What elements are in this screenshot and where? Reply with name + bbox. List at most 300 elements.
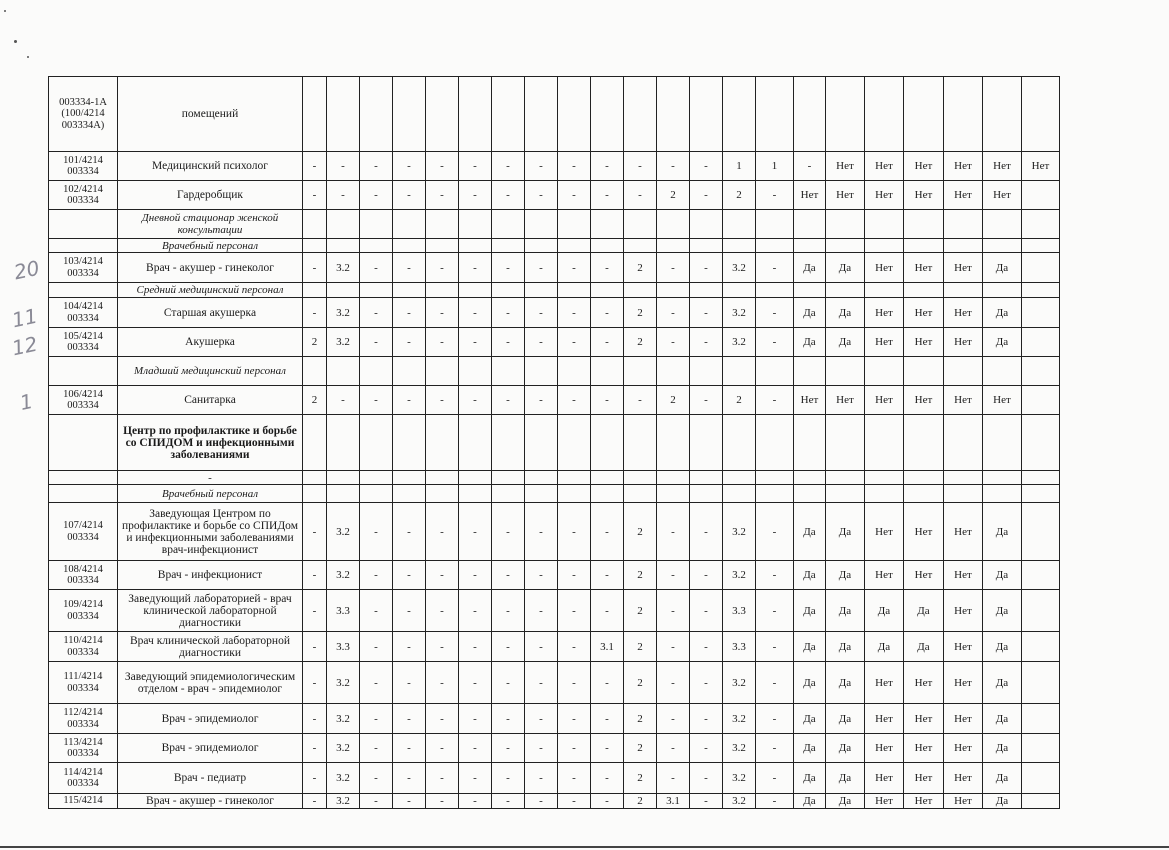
value-cell: - xyxy=(393,152,426,181)
value-cell: 1 xyxy=(723,152,756,181)
value-cell: - xyxy=(426,794,459,809)
position-name-cell: Заведующий эпидемиологическим отделом - врач - эпидемиолог xyxy=(118,662,303,704)
value-cell: - xyxy=(591,386,624,415)
empty-value-cell xyxy=(1022,239,1060,253)
value-cell: - xyxy=(303,704,327,734)
value-cell: Нет xyxy=(904,503,944,561)
value-cell: - xyxy=(459,152,492,181)
empty-value-cell xyxy=(591,485,624,503)
value-cell: Нет xyxy=(865,253,904,283)
empty-value-cell xyxy=(591,415,624,471)
value-cell: Да xyxy=(904,590,944,632)
empty-value-cell xyxy=(826,471,865,485)
value-cell: - xyxy=(459,503,492,561)
value-cell: - xyxy=(426,734,459,763)
table-row xyxy=(49,503,1060,561)
value-cell: - xyxy=(756,561,794,590)
value-cell: 3.2 xyxy=(723,794,756,809)
value-cell: Нет xyxy=(865,763,904,794)
value-cell: - xyxy=(492,590,525,632)
empty-value-cell xyxy=(327,471,360,485)
value-cell xyxy=(525,77,558,152)
value-cell: Нет xyxy=(944,298,983,328)
empty-value-cell xyxy=(303,210,327,239)
empty-value-cell xyxy=(944,485,983,503)
value-cell: - xyxy=(525,503,558,561)
value-cell: - xyxy=(657,590,690,632)
value-cell: 2 xyxy=(624,734,657,763)
value-cell: - xyxy=(426,298,459,328)
value-cell: - xyxy=(690,632,723,662)
value-cell: - xyxy=(657,503,690,561)
value-cell: 3.2 xyxy=(327,763,360,794)
value-cell: Да xyxy=(983,662,1022,704)
value-cell: Да xyxy=(983,503,1022,561)
empty-value-cell xyxy=(756,283,794,298)
value-cell: - xyxy=(492,181,525,210)
value-cell: 3.2 xyxy=(327,561,360,590)
position-code-cell: 102/4214 003334 xyxy=(49,181,118,210)
blank-mark: - xyxy=(118,471,303,485)
value-cell xyxy=(1022,734,1060,763)
empty-value-cell xyxy=(657,357,690,386)
empty-value-cell xyxy=(1022,357,1060,386)
section-label: Врачебный персонал xyxy=(118,239,303,253)
value-cell: Да xyxy=(983,298,1022,328)
position-name-cell: Врач - педиатр xyxy=(118,763,303,794)
empty-value-cell xyxy=(525,357,558,386)
value-cell xyxy=(327,77,360,152)
table-row xyxy=(49,181,1060,210)
empty-value-cell xyxy=(558,357,591,386)
value-cell: 2 xyxy=(624,298,657,328)
value-cell: Нет xyxy=(904,298,944,328)
value-cell: 2 xyxy=(624,328,657,357)
empty-value-cell xyxy=(983,471,1022,485)
value-cell: - xyxy=(591,152,624,181)
value-cell: - xyxy=(525,590,558,632)
value-cell: - xyxy=(525,734,558,763)
empty-value-cell xyxy=(657,239,690,253)
value-cell: - xyxy=(690,181,723,210)
value-cell: - xyxy=(303,662,327,704)
value-cell: - xyxy=(657,561,690,590)
value-cell: 3.2 xyxy=(723,704,756,734)
value-cell xyxy=(624,77,657,152)
value-cell: - xyxy=(591,704,624,734)
value-cell: - xyxy=(459,181,492,210)
value-cell: - xyxy=(426,328,459,357)
handwritten-note-1: 20 xyxy=(11,255,42,285)
value-cell: - xyxy=(756,253,794,283)
value-cell: - xyxy=(360,763,393,794)
value-cell: - xyxy=(591,253,624,283)
value-cell: 3.2 xyxy=(723,328,756,357)
value-cell: - xyxy=(303,590,327,632)
value-cell: 2 xyxy=(723,181,756,210)
empty-value-cell xyxy=(904,485,944,503)
value-cell: - xyxy=(690,763,723,794)
empty-value-cell xyxy=(794,210,826,239)
section-row xyxy=(49,283,1060,298)
value-cell: 3.3 xyxy=(327,590,360,632)
empty-value-cell xyxy=(624,210,657,239)
value-cell: - xyxy=(360,704,393,734)
value-cell: - xyxy=(360,561,393,590)
empty-value-cell xyxy=(865,471,904,485)
value-cell: 2 xyxy=(303,386,327,415)
value-cell: Нет xyxy=(904,181,944,210)
value-cell: - xyxy=(690,734,723,763)
value-cell: 2 xyxy=(624,253,657,283)
empty-value-cell xyxy=(944,283,983,298)
value-cell: 3.2 xyxy=(327,704,360,734)
empty-value-cell xyxy=(525,210,558,239)
value-cell: - xyxy=(756,763,794,794)
empty-value-cell xyxy=(794,415,826,471)
value-cell: - xyxy=(690,662,723,704)
value-cell: - xyxy=(459,328,492,357)
value-cell: 1 xyxy=(756,152,794,181)
value-cell: Да xyxy=(826,704,865,734)
empty-value-cell xyxy=(904,357,944,386)
empty-value-cell xyxy=(327,283,360,298)
position-code-cell: 112/4214 003334 xyxy=(49,704,118,734)
value-cell: - xyxy=(558,590,591,632)
value-cell: Нет xyxy=(865,662,904,704)
empty-value-cell xyxy=(591,239,624,253)
value-cell: - xyxy=(393,253,426,283)
value-cell: 3.2 xyxy=(723,561,756,590)
empty-value-cell xyxy=(624,357,657,386)
empty-value-cell xyxy=(591,210,624,239)
empty-value-cell xyxy=(983,357,1022,386)
value-cell: - xyxy=(303,503,327,561)
value-cell: - xyxy=(591,662,624,704)
empty-value-cell xyxy=(944,239,983,253)
empty-value-cell xyxy=(690,239,723,253)
value-cell: Да xyxy=(794,704,826,734)
empty-value-cell xyxy=(459,485,492,503)
value-cell: - xyxy=(426,503,459,561)
empty-value-cell xyxy=(690,283,723,298)
value-cell xyxy=(1022,328,1060,357)
position-name-cell: Гардеробщик xyxy=(118,181,303,210)
value-cell: - xyxy=(360,181,393,210)
value-cell: 3.3 xyxy=(327,632,360,662)
value-cell: - xyxy=(426,590,459,632)
empty-value-cell xyxy=(525,485,558,503)
value-cell: - xyxy=(426,386,459,415)
value-cell: 2 xyxy=(624,704,657,734)
empty-value-cell xyxy=(865,415,904,471)
position-name-cell: Врач - инфекционист xyxy=(118,561,303,590)
section-row xyxy=(49,210,1060,239)
value-cell: Да xyxy=(794,253,826,283)
position-code-cell: 111/4214 003334 xyxy=(49,662,118,704)
value-cell: - xyxy=(393,561,426,590)
value-cell: Нет xyxy=(826,181,865,210)
value-cell: - xyxy=(756,590,794,632)
value-cell: - xyxy=(690,561,723,590)
empty-value-cell xyxy=(327,415,360,471)
value-cell xyxy=(1022,794,1060,809)
position-code-cell: 114/4214 003334 xyxy=(49,763,118,794)
table-row xyxy=(49,662,1060,704)
empty-value-cell xyxy=(591,357,624,386)
value-cell: - xyxy=(756,734,794,763)
value-cell: - xyxy=(393,503,426,561)
handwritten-note-3: 12 xyxy=(9,331,40,361)
value-cell xyxy=(1022,763,1060,794)
table-row xyxy=(49,763,1060,794)
value-cell: Нет xyxy=(944,763,983,794)
value-cell: - xyxy=(327,181,360,210)
value-cell: - xyxy=(558,503,591,561)
position-code-cell: 105/4214 003334 xyxy=(49,328,118,357)
empty-value-cell xyxy=(525,283,558,298)
empty-value-cell xyxy=(303,239,327,253)
empty-value-cell xyxy=(794,357,826,386)
value-cell: Да xyxy=(826,298,865,328)
value-cell: - xyxy=(393,734,426,763)
value-cell: - xyxy=(591,298,624,328)
empty-value-cell xyxy=(794,239,826,253)
value-cell: - xyxy=(525,386,558,415)
section-row xyxy=(49,239,1060,253)
value-cell: Нет xyxy=(865,386,904,415)
empty-value-cell xyxy=(865,210,904,239)
value-cell: Нет xyxy=(865,181,904,210)
empty-value-cell xyxy=(558,283,591,298)
table-row xyxy=(49,734,1060,763)
value-cell: - xyxy=(303,152,327,181)
value-cell: - xyxy=(756,386,794,415)
empty-value-cell xyxy=(826,357,865,386)
empty-value-cell xyxy=(794,485,826,503)
value-cell: - xyxy=(393,590,426,632)
empty-value-cell xyxy=(426,239,459,253)
position-name-cell: Медицинский психолог xyxy=(118,152,303,181)
empty-value-cell xyxy=(983,485,1022,503)
empty-value-cell xyxy=(944,357,983,386)
value-cell: - xyxy=(525,763,558,794)
value-cell: 3.3 xyxy=(723,632,756,662)
value-cell: - xyxy=(492,662,525,704)
position-code-cell: 106/4214 003334 xyxy=(49,386,118,415)
empty-value-cell xyxy=(327,239,360,253)
empty-value-cell xyxy=(1022,485,1060,503)
empty-value-cell xyxy=(794,283,826,298)
position-name-cell: Врач - эпидемиолог xyxy=(118,704,303,734)
position-code-cell: 110/4214 003334 xyxy=(49,632,118,662)
empty-value-cell xyxy=(558,239,591,253)
empty-value-cell xyxy=(904,283,944,298)
value-cell: 2 xyxy=(624,763,657,794)
empty-code-cell xyxy=(49,415,118,471)
value-cell: - xyxy=(756,298,794,328)
value-cell: - xyxy=(459,386,492,415)
position-code-cell: 103/4214 003334 xyxy=(49,253,118,283)
value-cell: - xyxy=(756,503,794,561)
value-cell: - xyxy=(591,794,624,809)
value-cell: - xyxy=(756,181,794,210)
value-cell: 2 xyxy=(624,794,657,809)
value-cell: - xyxy=(459,590,492,632)
position-name-cell: Врач - эпидемиолог xyxy=(118,734,303,763)
empty-value-cell xyxy=(327,485,360,503)
empty-code-cell xyxy=(49,357,118,386)
value-cell: Нет xyxy=(944,503,983,561)
empty-value-cell xyxy=(624,485,657,503)
value-cell: Нет xyxy=(944,152,983,181)
value-cell: 3.2 xyxy=(723,662,756,704)
empty-code-cell xyxy=(49,239,118,253)
empty-value-cell xyxy=(756,485,794,503)
value-cell: Нет xyxy=(865,794,904,809)
value-cell: Да xyxy=(983,590,1022,632)
value-cell: - xyxy=(303,253,327,283)
empty-value-cell xyxy=(690,485,723,503)
value-cell: Да xyxy=(826,503,865,561)
value-cell: - xyxy=(558,561,591,590)
value-cell: - xyxy=(657,662,690,704)
value-cell: - xyxy=(525,632,558,662)
empty-value-cell xyxy=(723,415,756,471)
value-cell: - xyxy=(393,763,426,794)
empty-value-cell xyxy=(624,239,657,253)
value-cell xyxy=(944,77,983,152)
value-cell: Да xyxy=(983,763,1022,794)
value-cell: Нет xyxy=(944,181,983,210)
empty-value-cell xyxy=(459,239,492,253)
empty-value-cell xyxy=(657,485,690,503)
value-cell: 2 xyxy=(624,662,657,704)
empty-value-cell xyxy=(591,283,624,298)
empty-value-cell xyxy=(794,471,826,485)
value-cell: 2 xyxy=(624,503,657,561)
empty-value-cell xyxy=(360,471,393,485)
value-cell: - xyxy=(558,181,591,210)
empty-value-cell xyxy=(558,210,591,239)
value-cell: Нет xyxy=(944,561,983,590)
value-cell: Нет xyxy=(865,503,904,561)
value-cell: - xyxy=(690,152,723,181)
empty-value-cell xyxy=(690,415,723,471)
value-cell: - xyxy=(459,662,492,704)
value-cell: - xyxy=(756,794,794,809)
value-cell: - xyxy=(426,152,459,181)
value-cell: 3.2 xyxy=(723,298,756,328)
value-cell: - xyxy=(558,662,591,704)
value-cell: - xyxy=(624,152,657,181)
position-code-cell: 115/4214 xyxy=(49,794,118,809)
value-cell: Да xyxy=(983,734,1022,763)
value-cell: Да xyxy=(983,632,1022,662)
section-row xyxy=(49,357,1060,386)
empty-value-cell xyxy=(360,415,393,471)
handwritten-note-4: 1 xyxy=(17,388,36,416)
value-cell: - xyxy=(303,298,327,328)
value-cell: - xyxy=(327,386,360,415)
empty-value-cell xyxy=(393,283,426,298)
value-cell: - xyxy=(492,794,525,809)
empty-value-cell xyxy=(393,210,426,239)
value-cell: - xyxy=(393,632,426,662)
value-cell: Нет xyxy=(944,704,983,734)
value-cell: Да xyxy=(826,561,865,590)
value-cell xyxy=(865,77,904,152)
value-cell: - xyxy=(657,328,690,357)
value-cell: - xyxy=(360,253,393,283)
empty-value-cell xyxy=(723,239,756,253)
value-cell: - xyxy=(492,704,525,734)
empty-code-cell xyxy=(49,283,118,298)
value-cell: - xyxy=(360,328,393,357)
empty-value-cell xyxy=(492,239,525,253)
empty-value-cell xyxy=(983,283,1022,298)
empty-value-cell xyxy=(558,415,591,471)
value-cell: Да xyxy=(794,734,826,763)
section-row xyxy=(49,485,1060,503)
value-cell: - xyxy=(360,386,393,415)
table-row xyxy=(49,632,1060,662)
value-cell: - xyxy=(459,734,492,763)
value-cell: - xyxy=(558,763,591,794)
value-cell: - xyxy=(459,632,492,662)
empty-value-cell xyxy=(393,239,426,253)
position-code-cell: 109/4214 003334 xyxy=(49,590,118,632)
table-row xyxy=(49,253,1060,283)
value-cell: Нет xyxy=(904,794,944,809)
value-cell: Да xyxy=(826,632,865,662)
empty-value-cell xyxy=(492,485,525,503)
value-cell: - xyxy=(303,561,327,590)
position-code-cell: 108/4214 003334 xyxy=(49,561,118,590)
table-row xyxy=(49,328,1060,357)
empty-value-cell xyxy=(657,210,690,239)
value-cell: - xyxy=(360,590,393,632)
empty-value-cell xyxy=(1022,471,1060,485)
value-cell: Нет xyxy=(904,152,944,181)
scan-edge xyxy=(0,846,1169,848)
empty-value-cell xyxy=(983,239,1022,253)
value-cell: Да xyxy=(794,561,826,590)
value-cell: - xyxy=(690,794,723,809)
empty-value-cell xyxy=(690,357,723,386)
value-cell: Да xyxy=(983,253,1022,283)
empty-value-cell xyxy=(303,471,327,485)
value-cell: - xyxy=(426,181,459,210)
empty-value-cell xyxy=(657,415,690,471)
empty-value-cell xyxy=(826,415,865,471)
empty-value-cell xyxy=(756,239,794,253)
value-cell: - xyxy=(426,561,459,590)
value-cell xyxy=(1022,503,1060,561)
empty-value-cell xyxy=(723,485,756,503)
value-cell: - xyxy=(657,632,690,662)
value-cell xyxy=(1022,704,1060,734)
value-cell: - xyxy=(558,298,591,328)
value-cell: Да xyxy=(826,794,865,809)
value-cell: - xyxy=(690,386,723,415)
position-name-cell: Врач клинической лабораторной диагностики xyxy=(118,632,303,662)
empty-value-cell xyxy=(624,471,657,485)
value-cell: - xyxy=(393,181,426,210)
value-cell: - xyxy=(657,152,690,181)
empty-value-cell xyxy=(690,210,723,239)
empty-value-cell xyxy=(393,485,426,503)
